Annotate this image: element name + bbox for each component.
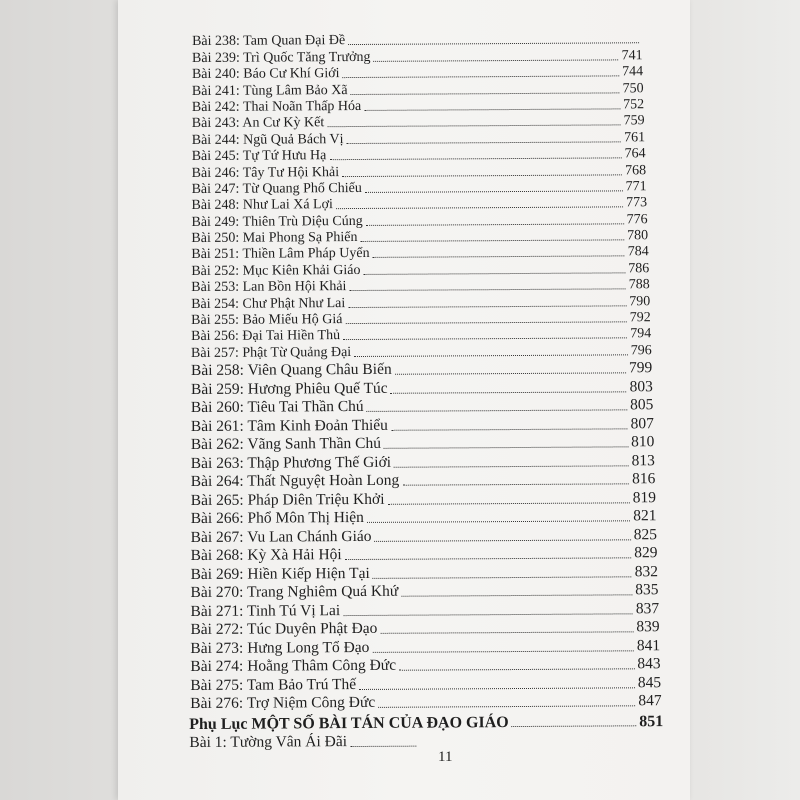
toc-entry-page: 773 [626,195,648,211]
table-of-contents [189,31,664,752]
page-number: 11 [438,749,453,765]
dot-leader [350,745,416,746]
toc-entry-page: 825 [633,525,658,544]
toc-entry-page: 786 [628,261,650,277]
dot-leader [343,613,633,616]
toc-entry-title: Bài 272: Túc Duyên Phật Đạo [190,620,378,639]
dot-leader [347,141,622,144]
toc-entry-title: Bài 243: An Cư Kỳ Kết [191,115,325,132]
dot-leader [378,706,635,709]
toc-entry-title: Bài 246: Tây Tư Hội Khải [191,164,340,181]
toc-entry-page: 841 [636,636,661,655]
dot-leader [380,632,633,635]
dot-leader [342,174,622,177]
dot-leader [329,158,621,161]
toc-entry-title: Bài 271: Tinh Tú Vị Lai [190,601,341,620]
toc-entry-page: 771 [625,179,647,195]
dot-leader [367,410,627,413]
toc-entry-title: Bài 253: Lan Bồn Hội Khải [191,279,347,296]
dot-leader [345,558,632,561]
toc-entry-page: 780 [627,228,649,244]
toc-entry-page: 759 [623,113,645,129]
dot-leader [388,502,630,504]
toc-entry-page: 768 [625,162,647,178]
toc-entry-page: 821 [633,507,657,525]
toc-entry-title: Bài 260: Tiêu Tai Thần Chú [190,398,364,417]
dot-leader [336,207,623,210]
toc-entry-page: 819 [632,488,656,507]
toc-entry-page: 813 [631,451,655,470]
dot-leader [391,428,628,430]
toc-entry [189,732,419,752]
toc-entry-title: Bài 248: Như Lai Xá Lợi [191,197,333,214]
toc-entry-page: 790 [629,293,651,309]
toc-entry-page: 784 [627,244,649,260]
dot-leader [351,92,620,95]
toc-entry-page: 847 [638,692,662,710]
toc-entry-page: 752 [623,97,645,113]
toc-entry-page: 794 [630,326,652,342]
dot-leader [391,391,627,393]
dot-leader [348,305,626,308]
toc-entry-title: Bài 245: Tự Tứ Hưu Hạ [191,148,327,165]
toc-entry-page: 839 [636,618,660,636]
toc-entry-title: Bài 249: Thiên Trù Diệu Cúng [191,213,363,230]
dot-leader [359,687,635,690]
toc-entry-title: Bài 262: Vãng Sanh Thần Chú [190,435,382,454]
toc-entry-page: 845 [637,673,662,692]
dot-leader [364,108,620,111]
dot-leader [399,669,634,671]
toc-entry-title: Bài 273: Hưng Long Tổ Đạo [190,638,370,657]
toc-entry-title: Bài 270: Trang Nghiêm Quá Khứ [190,583,399,602]
toc-entry-title: Bài 265: Pháp Diên Triệu Khởi [190,490,385,509]
toc-entry-page: 832 [634,562,659,581]
toc-entry-page: 744 [622,64,644,80]
dot-leader [327,125,620,128]
toc-entry-title: Bài 251: Thiền Lâm Pháp Uyển [191,246,370,263]
toc-entry-title: Bài 254: Chư Phật Như Lai [191,295,346,312]
dot-leader [365,190,623,193]
toc-entry-title: Bài 266: Phổ Môn Thị Hiện [190,509,364,528]
dot-leader [395,373,626,375]
dot-leader [354,354,628,357]
toc-entry-title: Bài 276: Trợ Niệm Công Đức [190,694,376,713]
toc-entry-page: 805 [630,396,654,414]
toc-entry-page: 816 [632,470,656,488]
toc-entry-page: 829 [634,544,658,562]
toc-entry-title: Bài 263: Thập Phương Thế Giới [190,453,392,472]
toc-entry-page: 792 [629,310,651,326]
dot-leader [348,43,639,46]
dot-leader [349,289,625,292]
toc-entry-title: Bài 256: Đại Tai Hiền Thủ [191,328,341,345]
toc-entry-title: Bài 250: Mai Phong Sạ Phiến [191,230,358,247]
dot-leader [360,239,624,242]
toc-entry-title: Phụ Lục MỘT SỐ BÀI TÁN CỦA ĐẠO GIÁO [189,714,509,734]
toc-entry-title: Bài 252: Mục Kiên Khải Giáo [191,262,361,279]
dot-leader [512,726,637,728]
toc-entry-title: Bài 255: Bảo Miếu Hộ Giá [191,312,343,329]
toc-entry-page: 750 [622,80,644,96]
dot-leader [345,321,626,324]
toc-entry-page: 741 [621,48,643,64]
toc-entry-title: Bài 238: Tam Quan Đại Đề [192,33,346,50]
dot-leader [343,338,627,341]
dot-leader [394,465,629,467]
toc-entry-title: Bài 259: Hương Phiêu Quế Túc [190,379,388,398]
toc-entry-title: Bài 239: Trì Quốc Tăng Trưởng [191,49,371,66]
dot-leader [402,484,629,486]
toc-entry-title: Bài 257: Phật Từ Quảng Đại [190,344,352,361]
dot-leader [384,447,628,449]
toc-entry-title: Bài 242: Thai Noãn Thấp Hóa [191,98,362,115]
toc-entry-page: 764 [624,146,646,162]
appendix-heading-row [189,710,663,733]
toc-entry-title: Bài 258: Viên Quang Châu Biến [190,361,392,380]
toc-entry-page: 835 [635,581,659,599]
dot-leader [366,223,624,226]
toc-entry-page: 807 [630,414,654,433]
toc-entry-title: Bài 1: Tường Vân Ái Đãi [189,732,348,751]
dot-leader [401,595,632,597]
toc-entry-title: Bài 264: Thất Nguyệt Hoàn Long [190,472,400,491]
toc-entry-title: Bài 268: Kỳ Xà Hải Hội [190,546,342,565]
toc-entry-page: 843 [637,655,661,673]
toc-entry-title: Bài 274: Hoằng Thâm Công Đức [190,657,397,676]
toc-entry-title: Bài 269: Hiền Kiếp Hiện Tại [190,564,370,583]
toc-entry-page: 796 [630,343,652,359]
dot-leader [373,576,632,579]
dot-leader [373,256,625,259]
toc-entry-page: 851 [639,713,664,731]
dot-leader [375,539,631,542]
toc-entry-title: Bài 241: Tùng Lâm Bảo Xã [191,82,348,99]
toc-entry-title: Bài 240: Báo Cư Khí Giới [191,66,340,83]
toc-entry-page: 837 [635,599,660,618]
dot-leader [374,59,619,61]
toc-entry-page: 761 [624,129,646,146]
toc-entry-page: 803 [629,378,653,396]
toc-entry-title: Bài 261: Tâm Kinh Đoản Thiểu [190,416,388,435]
toc-entry-title: Bài 275: Tam Bảo Trú Thế [190,675,357,694]
toc-entry-title: Bài 247: Từ Quang Phổ Chiếu [191,180,362,197]
toc-entry-title: Bài 267: Vu Lan Chánh Giáo [190,527,372,546]
dot-leader [372,650,633,653]
toc-entry-page: 776 [626,211,648,228]
dot-leader [367,521,630,524]
dot-leader [343,76,620,79]
toc-entry-page: 788 [628,277,650,293]
dot-leader [363,272,625,275]
toc-entry-page: 799 [628,359,653,377]
toc-entry-title: Bài 244: Ngũ Quả Bách Vị [191,131,344,148]
toc-entry-page: 810 [631,433,655,451]
